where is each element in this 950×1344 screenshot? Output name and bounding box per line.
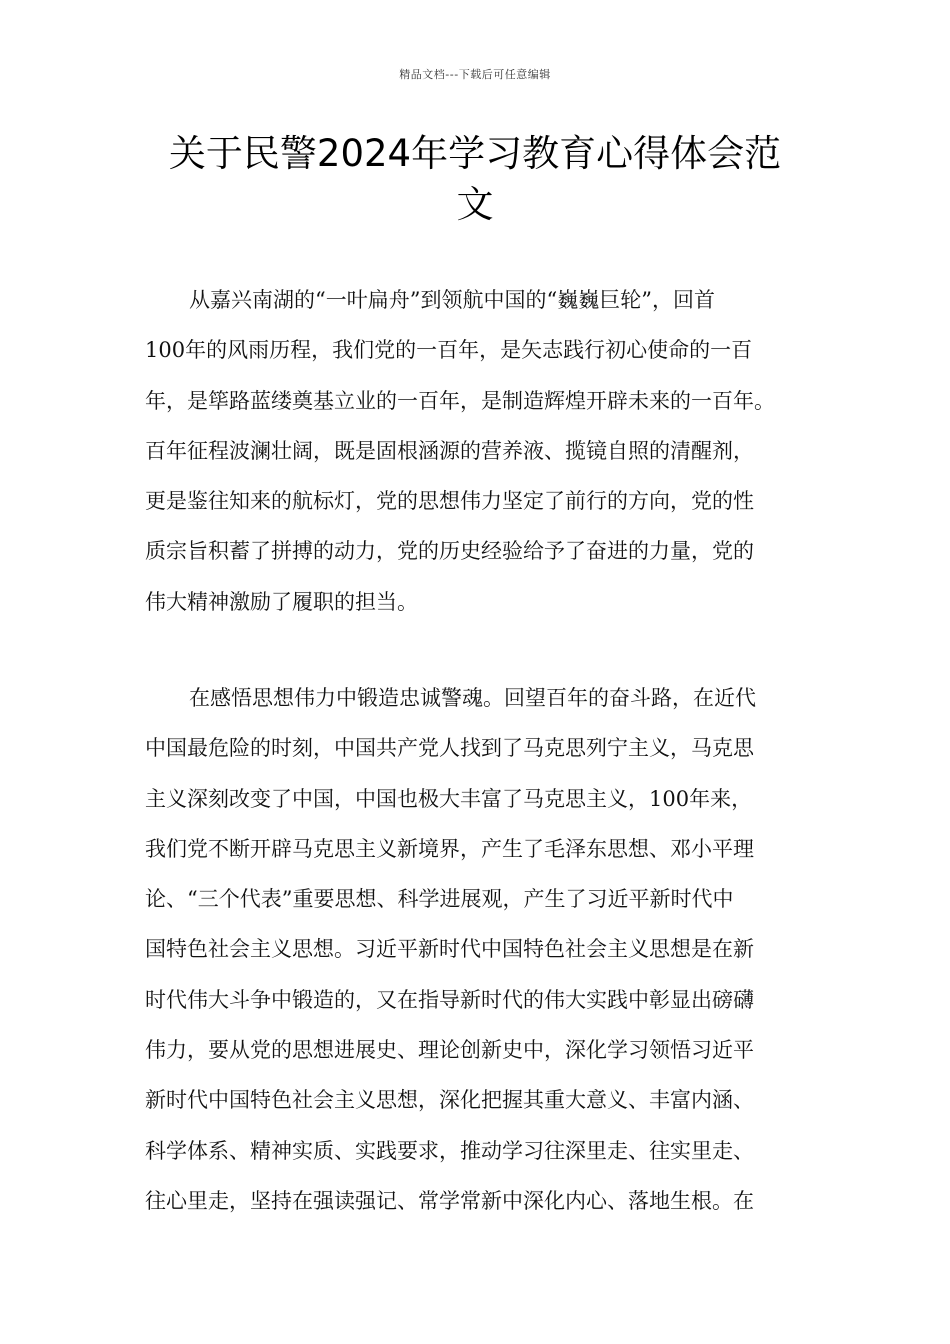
paragraph-line: 新时代中国特色社会主义思想，深化把握其重大意义、丰富内涵、 bbox=[145, 1088, 754, 1113]
paragraph-line: 伟大精神激励了履职的担当。 bbox=[145, 589, 418, 614]
paragraph bbox=[145, 275, 810, 627]
paragraph-line: 我们党不断开辟马克思主义新境界，产生了毛泽东思想、邓小平理 bbox=[145, 836, 754, 861]
paragraph-line: 百年征程波澜壮阔，既是固根涵源的营养液、揽镜自照的清醒剂， bbox=[145, 438, 754, 463]
paragraph-line: 在感悟思想伟力中锻造忠诚警魂。回望百年的奋斗路，在近代 bbox=[189, 686, 756, 710]
paragraph bbox=[145, 673, 810, 1226]
paragraph-line: 往心里走，坚持在强读强记、常学常新中深化内心、落地生根。在 bbox=[145, 1188, 754, 1213]
paragraph-line: 主义深刻改变了中国，中国也极大丰富了马克思主义，100年来， bbox=[145, 786, 753, 811]
paragraph-line: 中国最危险的时刻，中国共产党人找到了马克思列宁主义，马克思 bbox=[145, 736, 754, 761]
paragraph-line: 论、“三个代表”重要思想、科学进展观，产生了习近平新时代中 bbox=[145, 887, 734, 912]
paragraph-line: 科学体系、精神实质、实践要求，推动学习往深里走、往实里走、 bbox=[145, 1138, 754, 1163]
paragraph-line: 时代伟大斗争中锻造的，又在指导新时代的伟大实践中彰显出磅礴 bbox=[145, 987, 754, 1012]
title-line: 关于民警2024年学习教育心得体会范 bbox=[168, 132, 782, 175]
title-line: 文 bbox=[456, 183, 494, 226]
paragraph-line: 国特色社会主义思想。习近平新时代中国特色社会主义思想是在新 bbox=[145, 937, 754, 962]
paragraph-line: 100年的风雨历程，我们党的一百年，是矢志践行初心使命的一百 bbox=[145, 338, 753, 363]
paragraph-line: 从嘉兴南湖的“一叶扁舟”到领航中国的“巍巍巨轮”，回首 bbox=[189, 288, 715, 312]
header-note: 精品文档---下载后可任意编辑 bbox=[399, 68, 551, 81]
paragraph-line: 伟力，要从党的思想进展史、理论创新史中，深化学习领悟习近平 bbox=[145, 1038, 754, 1063]
paragraph-line: 更是鉴往知来的航标灯，党的思想伟力坚定了前行的方向，党的性 bbox=[145, 489, 754, 514]
paragraph-line: 年，是筚路蓝缕奠基立业的一百年，是制造辉煌开辟未来的一百年。 bbox=[145, 388, 775, 413]
paragraph-line: 质宗旨积蓄了拼搏的动力，党的历史经验给予了奋进的力量，党的 bbox=[145, 539, 754, 564]
document-title bbox=[140, 128, 810, 230]
